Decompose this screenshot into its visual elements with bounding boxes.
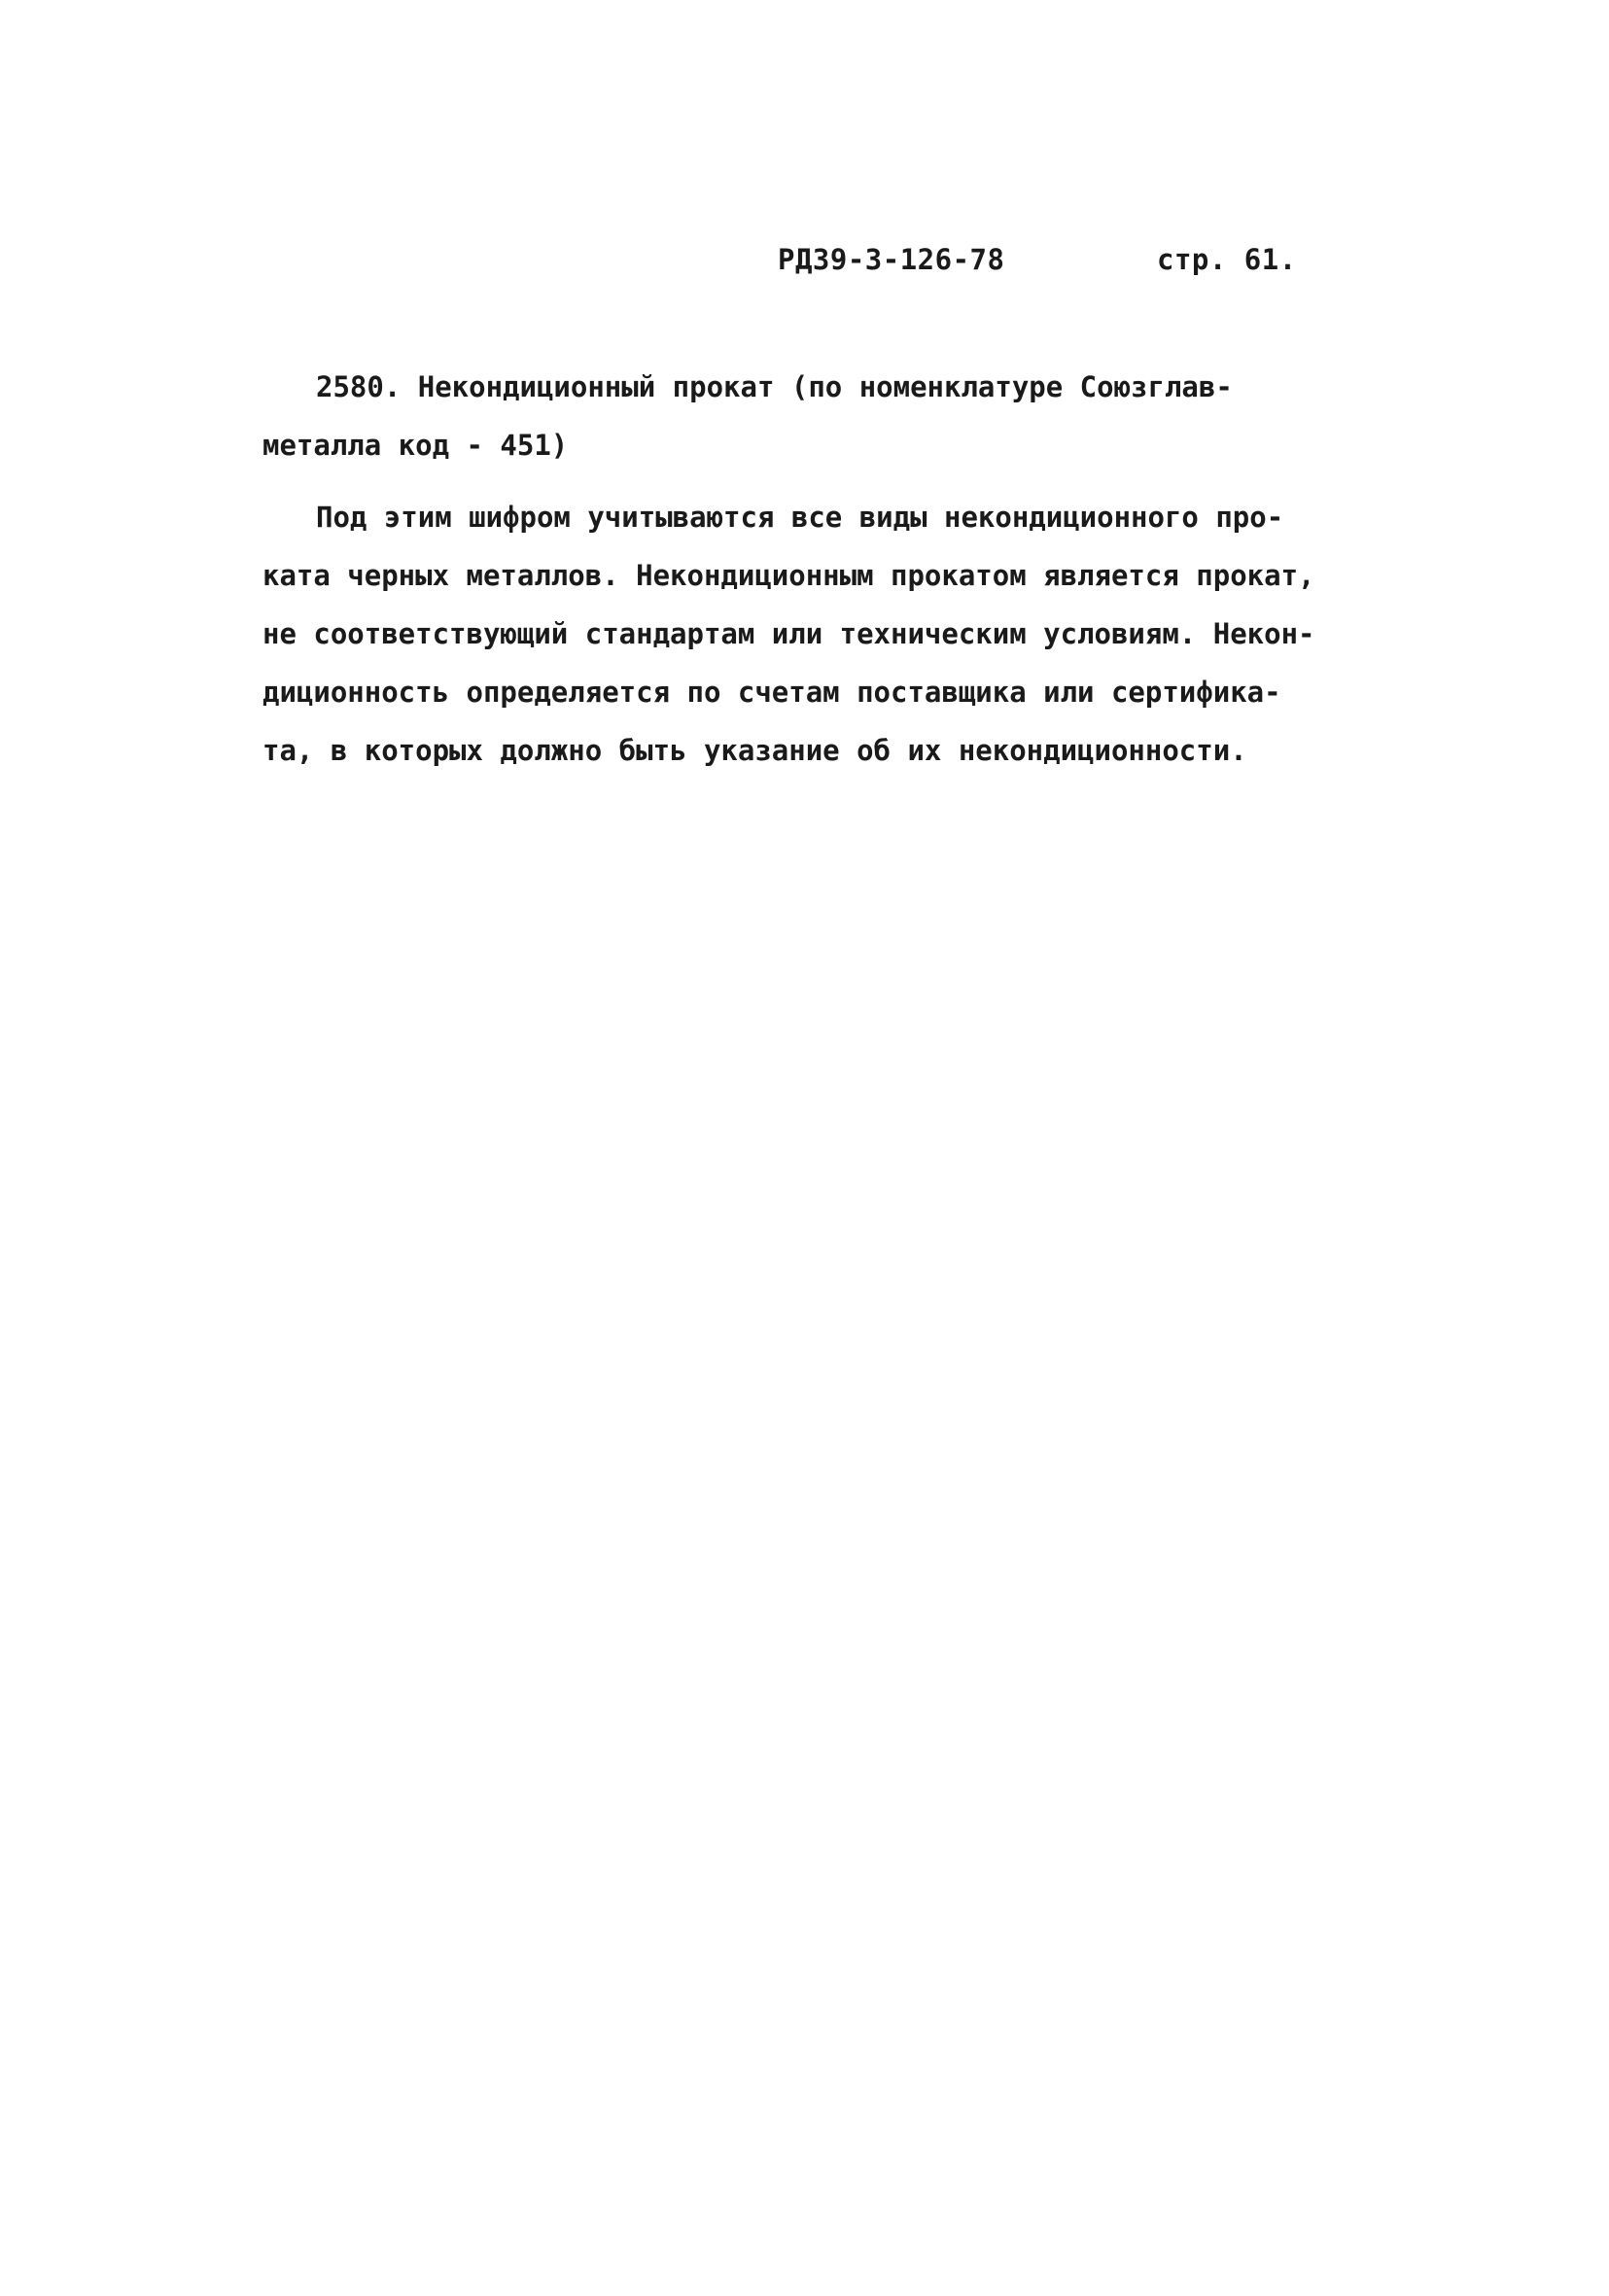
body-line-5: та, в которых должно быть указание об их некондиционности. [262,734,1247,767]
body-line-2: ката черных металлов. Некондиционным прокатом является прокат, [262,559,1315,592]
page-header [778,243,1322,286]
body-line-3: не соответствующий стандартам или техническим условиям. Некон- [262,617,1315,650]
section-title-line-1: 2580. Некондиционный прокат (по номенклатуре Союзглав- [316,370,1233,403]
document-code: РД39-3-126-78 [778,243,1005,276]
page-number: стр. 61. [1157,243,1297,276]
section-title-line-2: металла код - 451) [262,429,569,462]
body-line-4: диционность определяется по счетам поставщика или сертифика- [262,676,1281,709]
body-line-1: Под этим шифром учитываются все виды некондиционного про- [316,501,1284,534]
